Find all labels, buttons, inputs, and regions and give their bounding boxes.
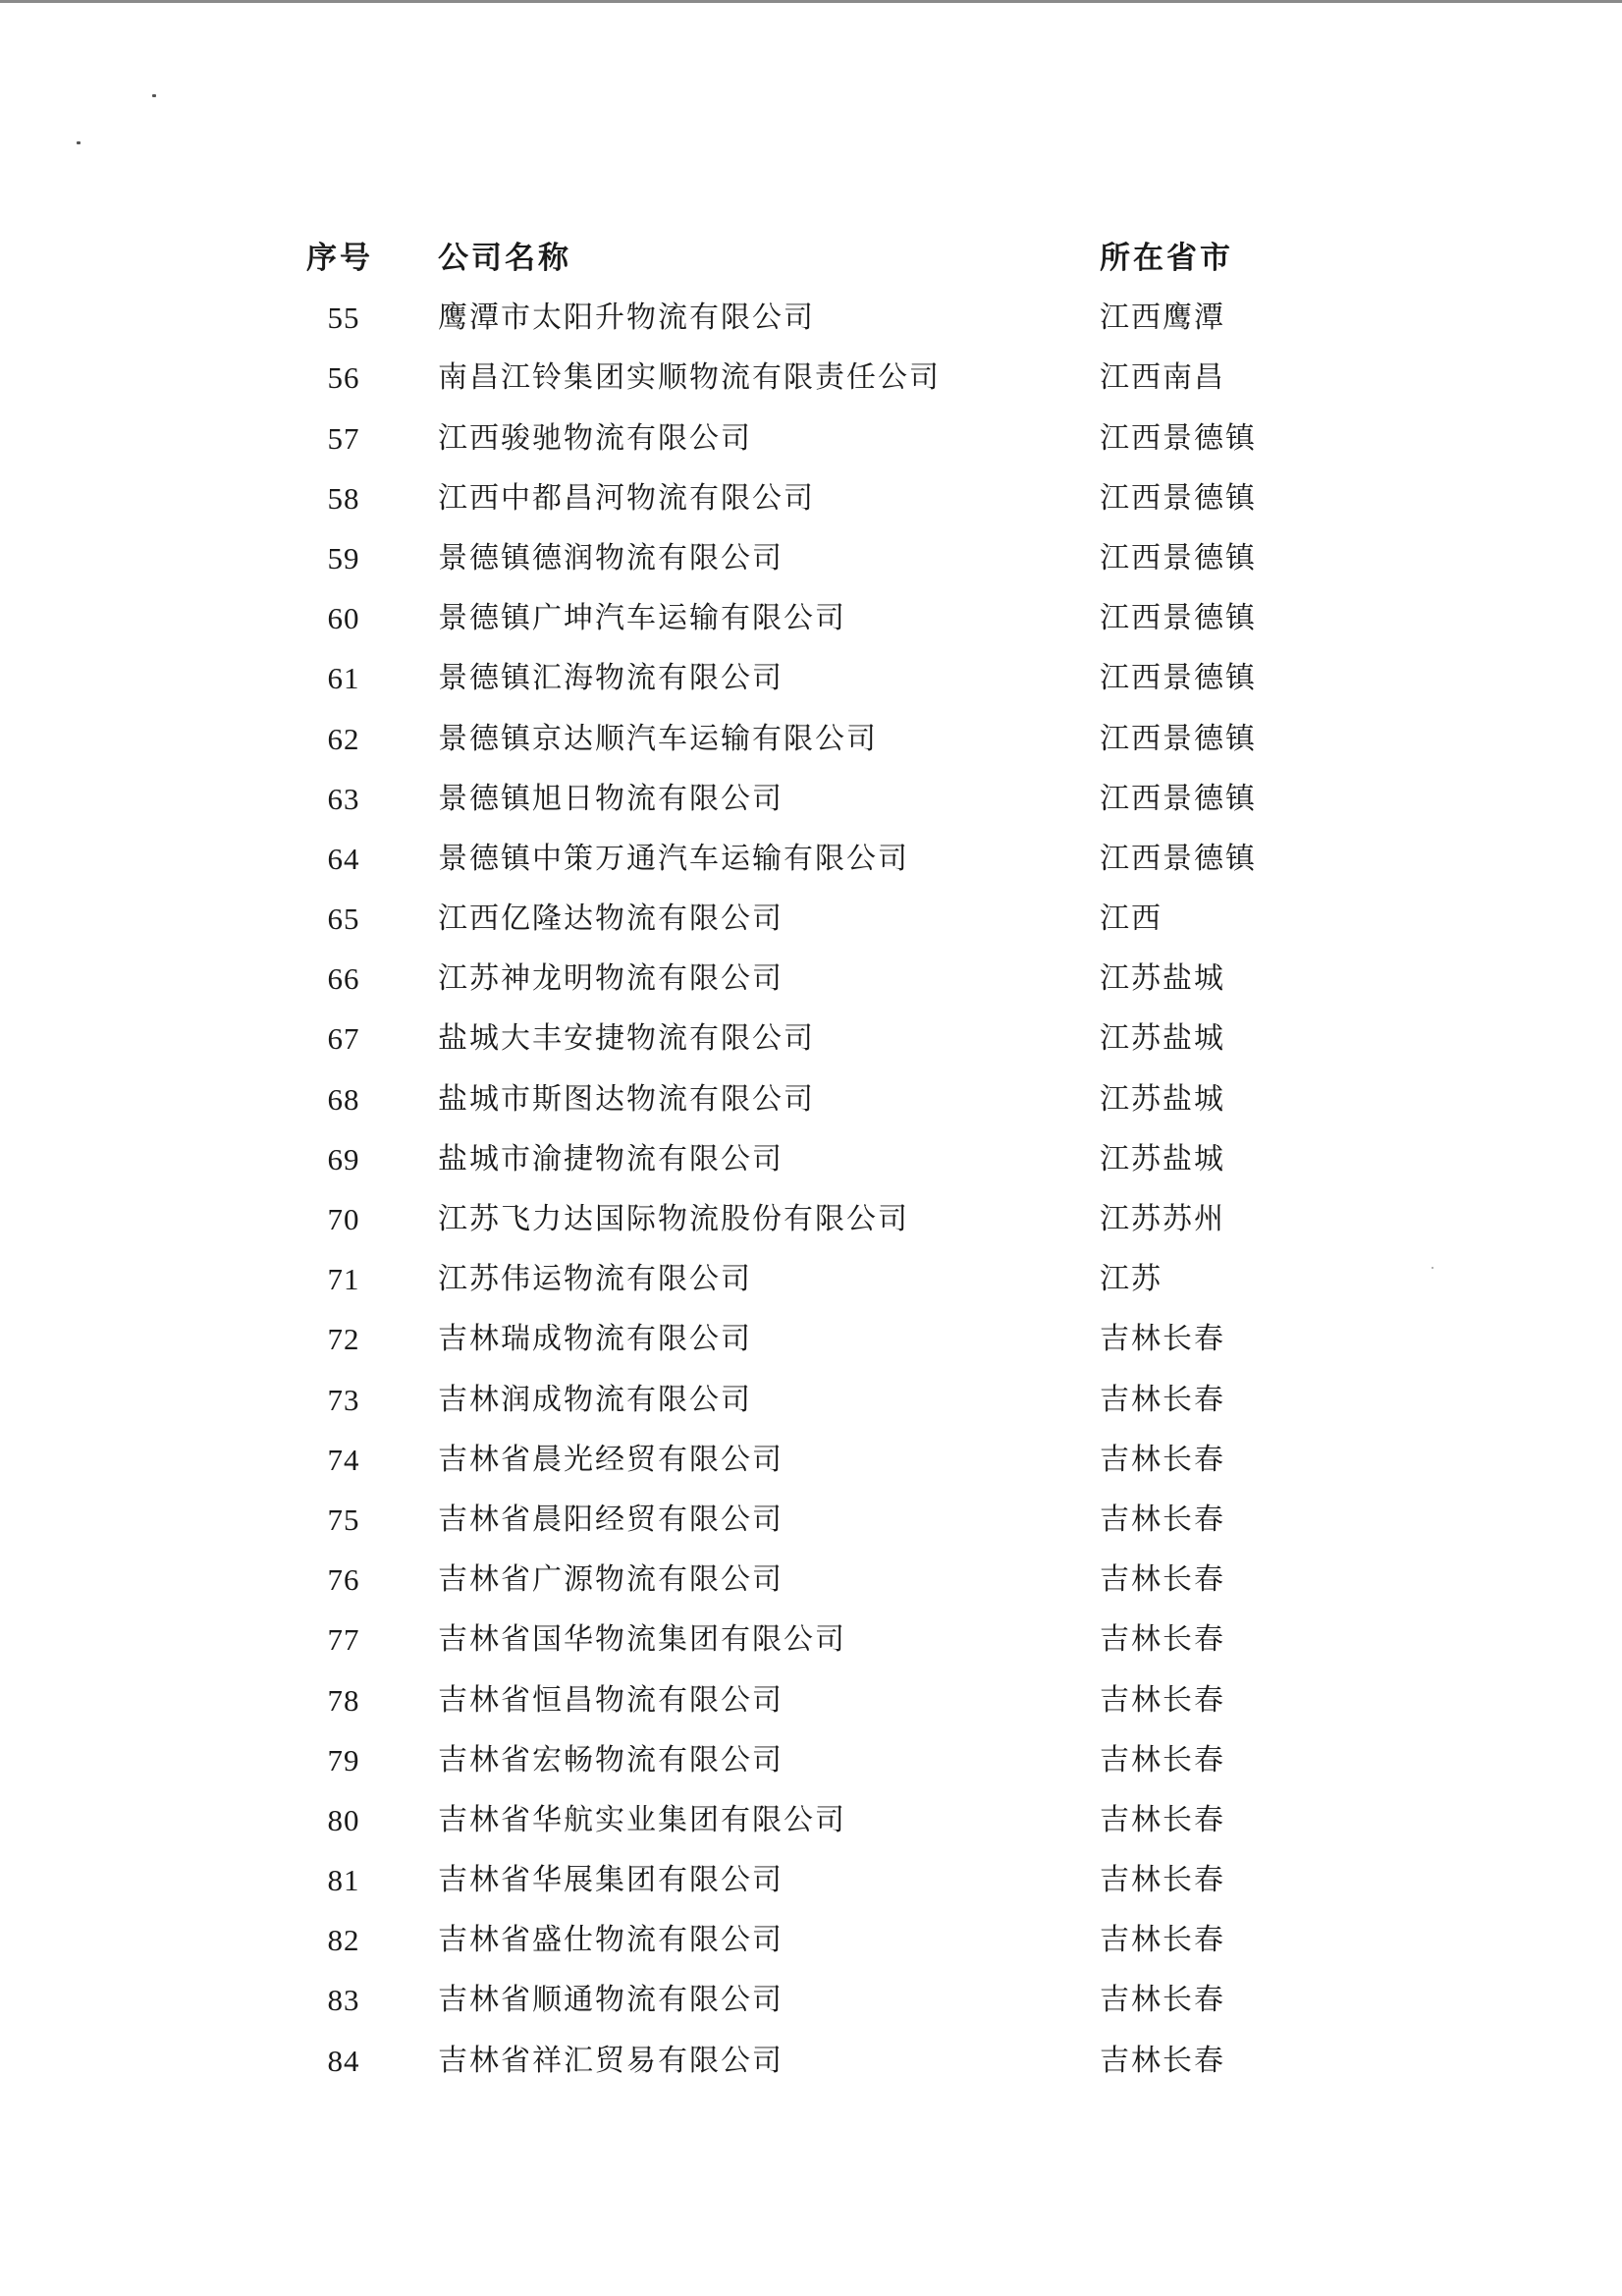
row-province: 吉林长春: [1100, 1802, 1225, 1837]
row-province: 江西景德镇: [1100, 601, 1257, 636]
row-province: 江西景德镇: [1100, 661, 1257, 696]
row-no: 72: [327, 1322, 360, 1357]
header-company-name: 公司名称: [438, 241, 571, 276]
row-province: 吉林长春: [1100, 1322, 1225, 1357]
scan-edge: [0, 0, 1622, 3]
table-row: [0, 358, 1622, 418]
table-row: [0, 1681, 1622, 1741]
table-row: [0, 1981, 1622, 2041]
table-row: [0, 840, 1622, 900]
row-province: 吉林长春: [1100, 1502, 1225, 1537]
row-province: 吉林长春: [1100, 1382, 1225, 1417]
row-company-name: 盐城大丰安捷物流有限公司: [438, 1021, 815, 1057]
row-province: 吉林长春: [1100, 2043, 1225, 2078]
table-row: [0, 1620, 1622, 1680]
table-row: [0, 599, 1622, 659]
row-no: 64: [327, 841, 360, 876]
row-no: 77: [327, 1622, 360, 1658]
table-row: [0, 1861, 1622, 1921]
row-no: 84: [327, 2043, 360, 2078]
row-province: 江西景德镇: [1100, 721, 1257, 756]
row-province: 江西: [1100, 902, 1162, 937]
table-row: [0, 659, 1622, 719]
row-company-name: 盐城市渝捷物流有限公司: [438, 1141, 784, 1176]
row-province: 吉林长春: [1100, 1562, 1225, 1598]
row-province: 吉林长春: [1100, 1622, 1225, 1658]
table-row: [0, 1741, 1622, 1801]
row-company-name: 南昌江铃集团实顺物流有限责任公司: [438, 360, 941, 396]
header-no: 序号: [306, 241, 373, 276]
row-province: 江苏盐城: [1100, 1081, 1225, 1117]
table-row: [0, 1921, 1622, 1981]
row-company-name: 江西中都昌河物流有限公司: [438, 480, 815, 516]
table-row: [0, 959, 1622, 1019]
row-company-name: 吉林省国华物流集团有限公司: [438, 1622, 846, 1658]
header-province: 所在省市: [1100, 241, 1233, 276]
row-company-name: 吉林省宏畅物流有限公司: [438, 1742, 784, 1777]
row-province: 江西南昌: [1100, 360, 1225, 396]
row-no: 66: [327, 961, 360, 997]
row-company-name: 鹰潭市太阳升物流有限公司: [438, 301, 815, 336]
row-no: 73: [327, 1382, 360, 1417]
table-row: [0, 1560, 1622, 1620]
row-province: 江西景德镇: [1100, 420, 1257, 456]
row-no: 55: [327, 301, 360, 336]
row-company-name: 江苏伟运物流有限公司: [438, 1262, 752, 1297]
row-no: 82: [327, 1923, 360, 1958]
row-province: 江苏盐城: [1100, 1021, 1225, 1057]
table-row: [0, 1080, 1622, 1140]
row-company-name: 景德镇广坤汽车运输有限公司: [438, 601, 846, 636]
row-province: 吉林长春: [1100, 1923, 1225, 1958]
table-row: [0, 900, 1622, 959]
row-company-name: 江苏飞力达国际物流股份有限公司: [438, 1202, 909, 1236]
row-company-name: 吉林瑞成物流有限公司: [438, 1322, 752, 1357]
row-company-name: 江西亿隆达物流有限公司: [438, 902, 784, 937]
row-company-name: 吉林省盛仕物流有限公司: [438, 1923, 784, 1958]
table-row: [0, 1320, 1622, 1380]
row-no: 61: [327, 661, 360, 696]
scan-speck: [77, 141, 81, 144]
row-province: 江西景德镇: [1100, 540, 1257, 575]
row-no: 75: [327, 1502, 360, 1537]
row-company-name: 景德镇汇海物流有限公司: [438, 661, 784, 696]
row-province: 吉林长春: [1100, 1742, 1225, 1777]
table-row: [0, 539, 1622, 599]
row-province: 吉林长春: [1100, 1983, 1225, 2018]
table-row: [0, 479, 1622, 539]
row-company-name: 江西骏驰物流有限公司: [438, 420, 752, 456]
row-company-name: 吉林省顺通物流有限公司: [438, 1983, 784, 2018]
row-no: 74: [327, 1442, 360, 1477]
scan-speck: [152, 94, 156, 97]
table-row: [0, 1260, 1622, 1320]
row-no: 69: [327, 1141, 360, 1176]
row-no: 62: [327, 721, 360, 756]
row-province: 江苏: [1100, 1262, 1162, 1297]
row-company-name: 吉林省广源物流有限公司: [438, 1562, 784, 1598]
table-row: [0, 1381, 1622, 1441]
table-row: [0, 1019, 1622, 1079]
table-row: [0, 720, 1622, 780]
row-no: 65: [327, 902, 360, 937]
row-company-name: 吉林省晨光经贸有限公司: [438, 1442, 784, 1477]
row-province: 吉林长春: [1100, 1863, 1225, 1898]
table-row: [0, 1501, 1622, 1560]
row-no: 76: [327, 1562, 360, 1598]
row-company-name: 景德镇中策万通汽车运输有限公司: [438, 841, 909, 876]
row-company-name: 吉林省恒昌物流有限公司: [438, 1682, 784, 1718]
row-no: 81: [327, 1863, 360, 1898]
row-province: 江苏苏州: [1100, 1202, 1225, 1236]
company-table: [0, 239, 1622, 2102]
table-row: [0, 1441, 1622, 1501]
table-header: [0, 239, 1622, 299]
row-no: 71: [327, 1262, 360, 1297]
row-province: 吉林长春: [1100, 1682, 1225, 1718]
row-province: 吉林长春: [1100, 1442, 1225, 1477]
row-no: 68: [327, 1081, 360, 1117]
row-province: 江苏盐城: [1100, 1141, 1225, 1176]
row-company-name: 江苏神龙明物流有限公司: [438, 961, 784, 997]
row-no: 80: [327, 1802, 360, 1837]
table-row: [0, 2042, 1622, 2102]
table-row: [0, 299, 1622, 358]
row-company-name: 吉林省华航实业集团有限公司: [438, 1802, 846, 1837]
row-no: 59: [327, 540, 360, 575]
row-no: 57: [327, 420, 360, 456]
row-no: 79: [327, 1742, 360, 1777]
row-company-name: 景德镇旭日物流有限公司: [438, 781, 784, 816]
table-row: [0, 1140, 1622, 1200]
row-company-name: 盐城市斯图达物流有限公司: [438, 1081, 815, 1117]
row-no: 56: [327, 360, 360, 396]
row-company-name: 景德镇京达顺汽车运输有限公司: [438, 721, 878, 756]
row-no: 78: [327, 1682, 360, 1718]
row-province: 江西景德镇: [1100, 480, 1257, 516]
table-row: [0, 1200, 1622, 1260]
row-province: 江西景德镇: [1100, 841, 1257, 876]
row-province: 江西鹰潭: [1100, 301, 1225, 336]
table-row: [0, 419, 1622, 479]
row-company-name: 吉林省华展集团有限公司: [438, 1863, 784, 1898]
row-province: 江西景德镇: [1100, 781, 1257, 816]
row-company-name: 景德镇德润物流有限公司: [438, 540, 784, 575]
row-no: 70: [327, 1202, 360, 1236]
row-company-name: 吉林省祥汇贸易有限公司: [438, 2043, 784, 2078]
row-no: 60: [327, 601, 360, 636]
row-no: 67: [327, 1021, 360, 1057]
row-province: 江苏盐城: [1100, 961, 1225, 997]
row-company-name: 吉林省晨阳经贸有限公司: [438, 1502, 784, 1537]
row-no: 58: [327, 480, 360, 516]
table-row: [0, 1801, 1622, 1861]
row-no: 63: [327, 781, 360, 816]
row-company-name: 吉林润成物流有限公司: [438, 1382, 752, 1417]
table-body: [0, 299, 1622, 2102]
row-no: 83: [327, 1983, 360, 2018]
table-row: [0, 780, 1622, 840]
